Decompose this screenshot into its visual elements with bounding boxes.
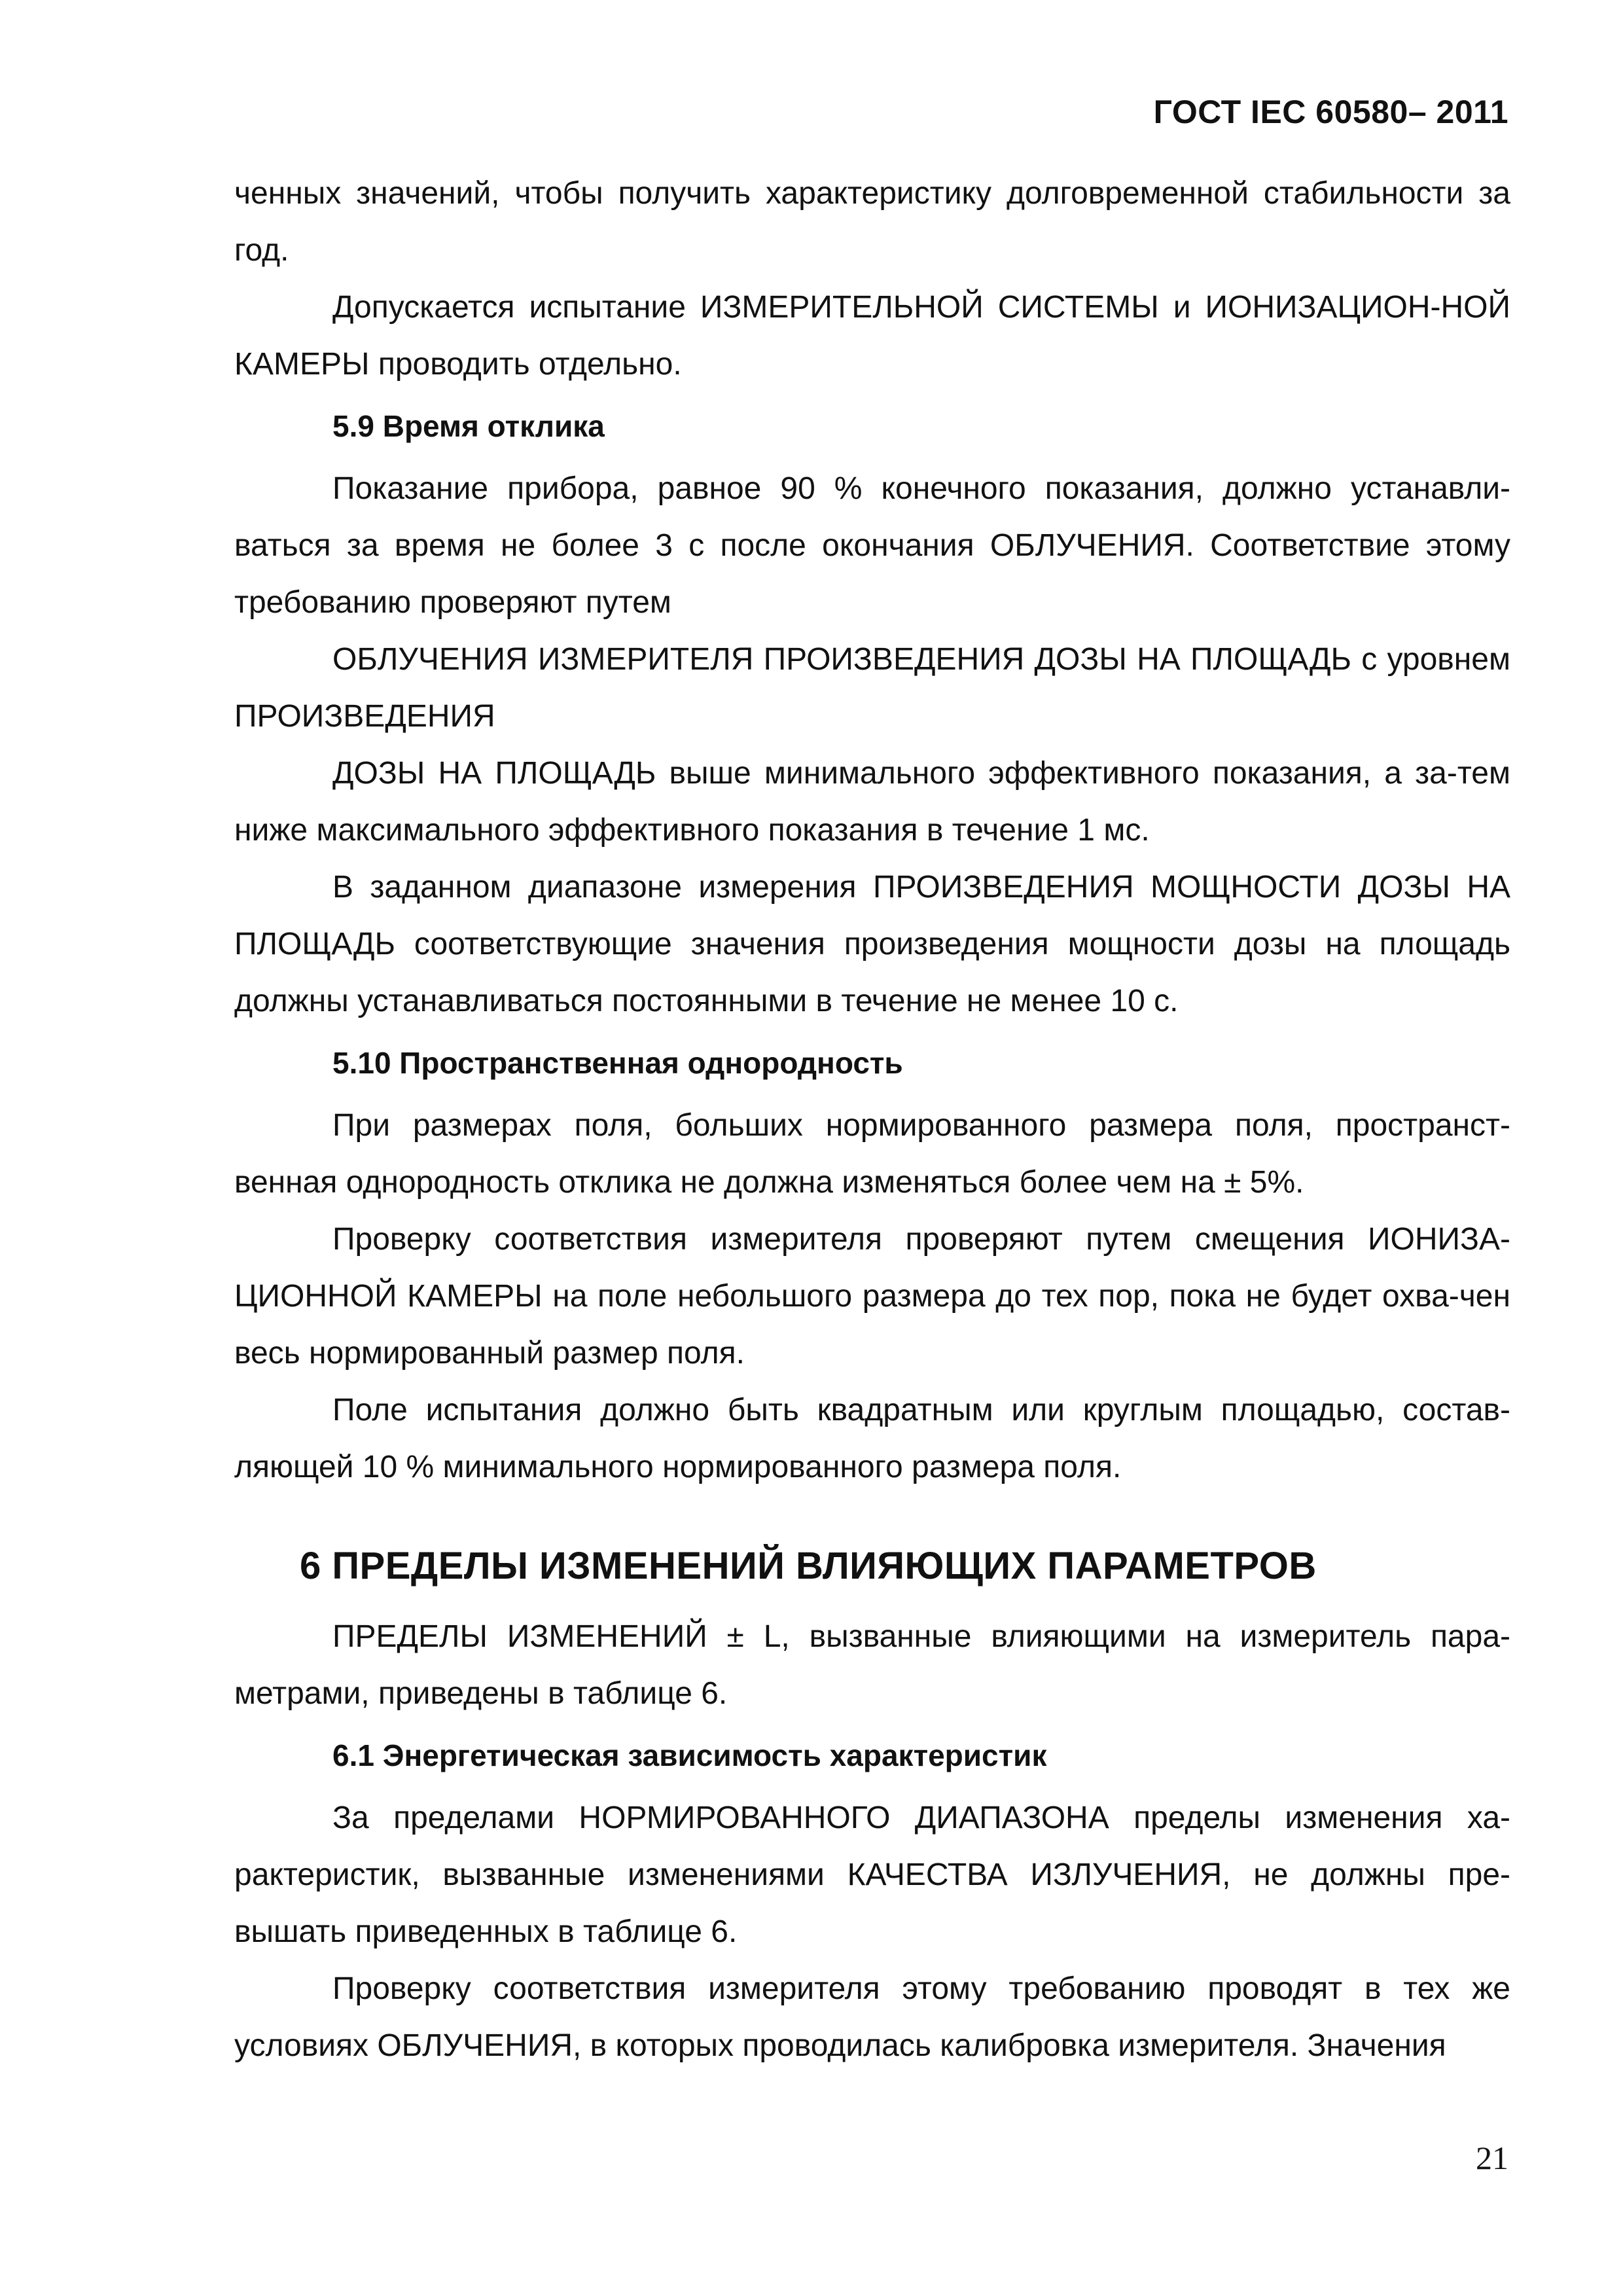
paragraph: ОБЛУЧЕНИЯ ИЗМЕРИТЕЛЯ ПРОИЗВЕДЕНИЯ ДОЗЫ НА ПЛОЩАДЬ с уровнем ПРОИЗВЕДЕНИЯ (234, 642, 1510, 734)
section-heading-5-9: 5.9 Время отклика (332, 409, 605, 443)
paragraph: ПРЕДЕЛЫ ИЗМЕНЕНИЙ ± L, вызванные влияющими на измеритель пара-метрами, приведены в таблице 6. (234, 1619, 1510, 1711)
paragraph: Проверку соответствия измерителя проверяют путем смещения ИОНИЗА-ЦИОННОЙ КАМЕРЫ на поле небольшого размера до тех пор, пока не будет охва-чен весь нормированный размер поля. (234, 1222, 1510, 1371)
paragraph: Проверку соответствия измерителя этому требованию проводят в тех же условиях ОБЛУЧЕНИЯ, в которых проводилась калибровка измерителя. Значения (234, 1971, 1510, 2063)
paragraph: При размерах поля, больших нормированного размера поля, пространст-венная однородность отклика не должна изменяться более чем на ± 5%. (234, 1108, 1510, 1200)
paragraph: За пределами НОРМИРОВАННОГО ДИАПАЗОНА пределы изменения ха-рактеристик, вызванные изменениями КАЧЕСТВА ИЗЛУЧЕНИЯ, не должны пре-вышать приведенных в таблице 6. (234, 1801, 1510, 1949)
paragraph: Допускается испытание ИЗМЕРИТЕЛЬНОЙ СИСТЕМЫ и ИОНИЗАЦИОН-НОЙ КАМЕРЫ проводить отдельно. (234, 290, 1510, 382)
page-header: ГОСТ IEC 60580– 2011 (1153, 94, 1508, 130)
paragraph: ченных значений, чтобы получить характеристику долговременной стабильности за год. (234, 176, 1510, 268)
paragraph: ДОЗЫ НА ПЛОЩАДЬ выше минимального эффективного показания, а за-тем ниже максимального эффективного показания в течение 1 мс. (234, 756, 1510, 848)
document-body (234, 165, 1510, 2074)
paragraph: Показание прибора, равное 90 % конечного показания, должно устанавли-ваться за время не более 3 с после окончания ОБЛУЧЕНИЯ. Соответствие этому требованию проверяют путем (234, 471, 1510, 620)
chapter-heading-6: 6 ПРЕДЕЛЫ ИЗМЕНЕНИЙ ВЛИЯЮЩИХ ПАРАМЕТРОВ (300, 1545, 1317, 1587)
paragraph: В заданном диапазоне измерения ПРОИЗВЕДЕНИЯ МОЩНОСТИ ДОЗЫ НА ПЛОЩАДЬ соответствующие значения произведения мощности дозы на площадь должны устанавливаться постоянными в течение не менее 10 с. (234, 870, 1510, 1018)
page-number: 21 (1476, 2140, 1508, 2176)
section-heading-5-10: 5.10 Пространственная однородность (332, 1046, 903, 1080)
paragraph: Поле испытания должно быть квадратным или круглым площадью, состав-ляющей 10 % минимального нормированного размера поля. (234, 1393, 1510, 1484)
section-heading-6-1: 6.1 Энергетическая зависимость характеристик (332, 1738, 1047, 1772)
